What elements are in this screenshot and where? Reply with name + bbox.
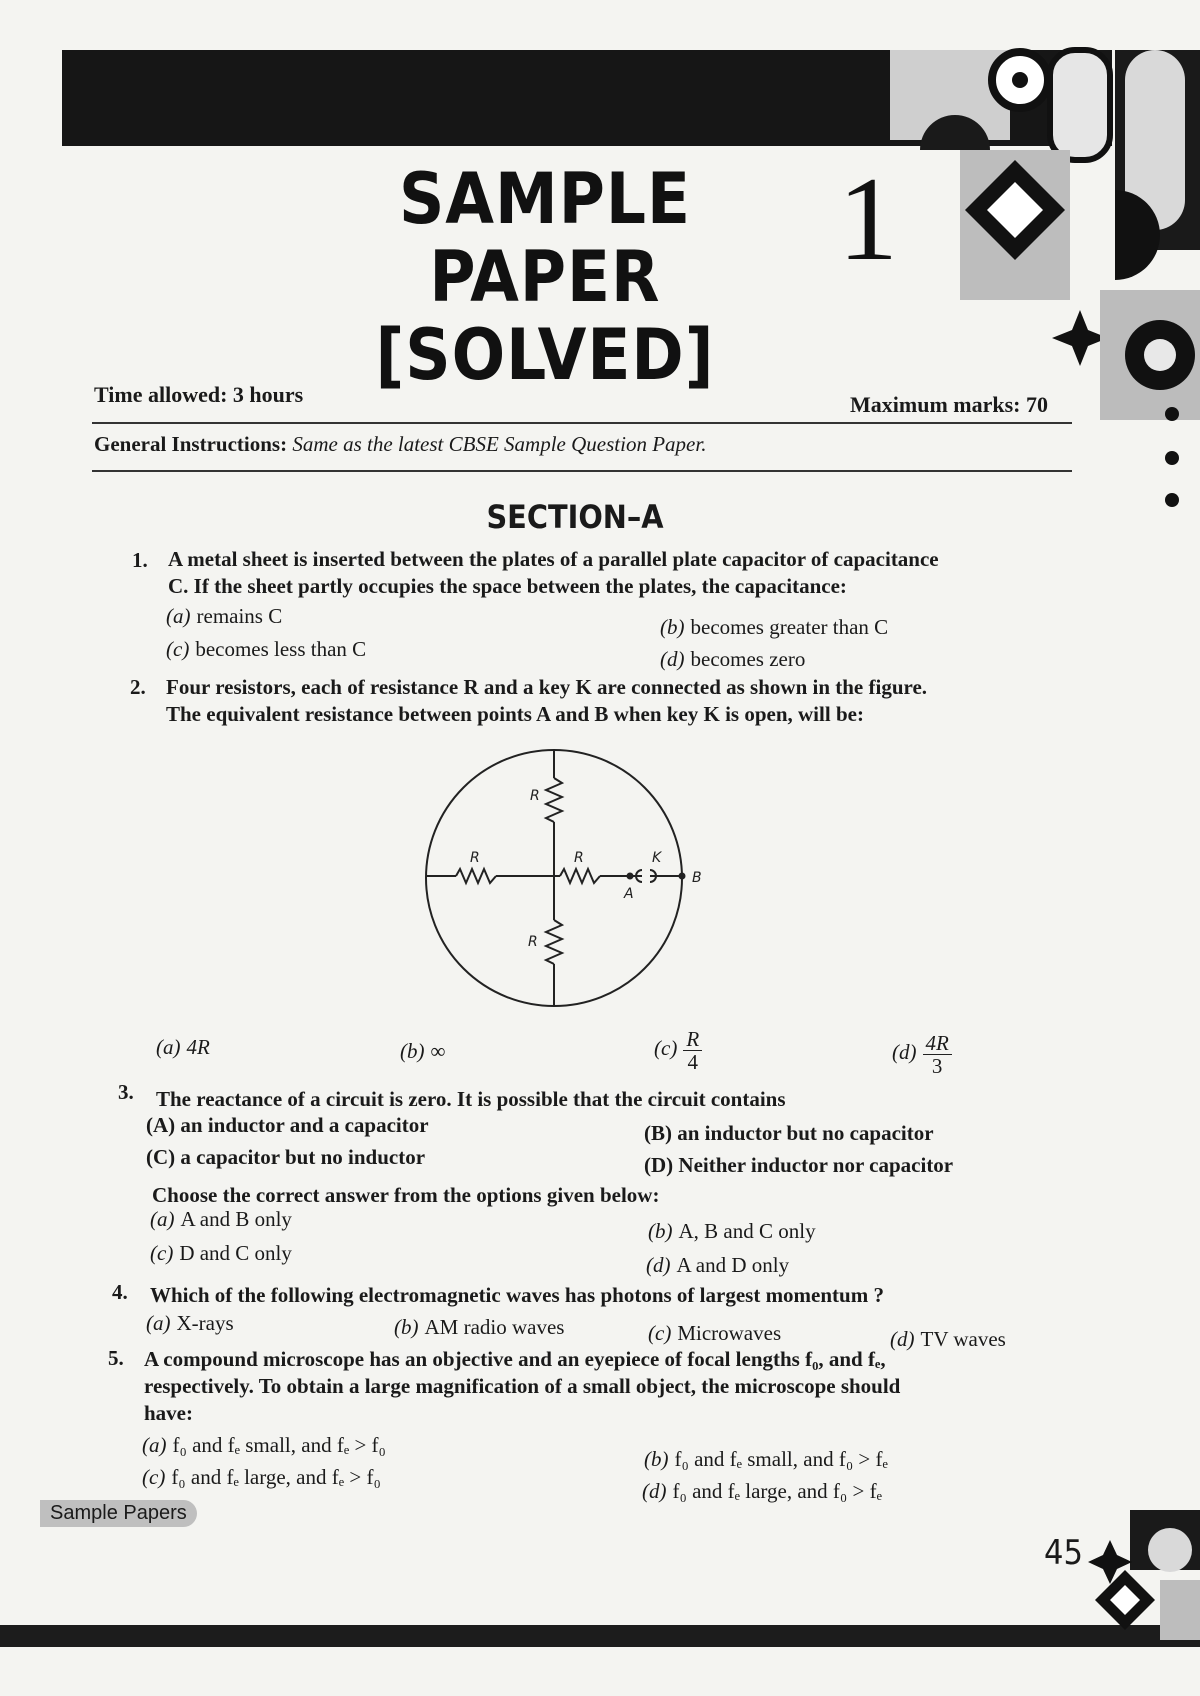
label-r-middle: R <box>574 850 584 866</box>
point-b <box>679 873 686 880</box>
option-text: D and C only <box>179 1241 292 1265</box>
statement-letter: (B) <box>644 1121 672 1145</box>
page-number: 45 <box>1044 1533 1083 1573</box>
side-dots <box>1160 400 1190 510</box>
statement-text: an inductor and a capacitor <box>180 1113 429 1137</box>
option-letter: (d) <box>646 1253 671 1277</box>
fraction <box>923 1032 952 1077</box>
circuit-diagram <box>410 738 710 1018</box>
option <box>654 1028 702 1073</box>
title-line-2: [SOLVED] <box>375 314 715 396</box>
option <box>142 1464 381 1490</box>
option-letter: (a) <box>142 1433 167 1457</box>
question-number: 2. <box>130 675 146 699</box>
time-allowed: Time allowed: 3 hours <box>94 382 304 407</box>
question-line: Four resistors, each of resistance R and a key K are connected as shown in the figure. <box>166 675 928 699</box>
option <box>150 1206 292 1232</box>
option-letter: (c) <box>166 637 190 661</box>
footer-band <box>0 1625 1200 1647</box>
label-r-top: R <box>530 788 540 804</box>
option-letter: (c) <box>654 1036 678 1061</box>
option <box>892 1032 952 1077</box>
fraction-denominator: 3 <box>931 1054 943 1078</box>
question-line: A compound microscope has an objective and an eyepiece of focal lengths f₀, and fₑ, <box>144 1347 886 1371</box>
option <box>394 1314 564 1340</box>
statement <box>644 1120 934 1147</box>
option-text: becomes zero <box>690 647 806 671</box>
question-1-text <box>168 546 1088 600</box>
option-letter: (b) <box>394 1315 419 1339</box>
question-line: have: <box>144 1401 193 1425</box>
choose-instruction: Choose the correct answer from the options given below: <box>152 1183 660 1207</box>
divider <box>92 470 1072 472</box>
question-number: 5. <box>108 1346 124 1370</box>
option-letter: (b) <box>648 1219 673 1243</box>
footer-label: Sample Papers <box>40 1500 197 1527</box>
option-text: f₀ and fₑ large, and f₀ > fₑ <box>672 1479 882 1503</box>
option <box>648 1320 781 1346</box>
option-text: 4R <box>186 1035 210 1059</box>
resistor-bottom <box>546 920 562 964</box>
option-text: AM radio waves <box>424 1315 565 1339</box>
statement-letter: (D) <box>644 1153 674 1177</box>
option <box>400 1038 445 1064</box>
statement <box>146 1144 425 1171</box>
instructions-text: Same as the latest CBSE Sample Question Paper. <box>292 432 707 456</box>
option-letter: (d) <box>642 1479 667 1503</box>
general-instructions <box>94 432 706 457</box>
option-letter: (a) <box>166 604 191 628</box>
option-letter: (b) <box>660 615 685 639</box>
option-letter: (a) <box>150 1207 175 1231</box>
statement-text: Neither inductor nor capacitor <box>678 1153 954 1177</box>
option <box>646 1252 789 1278</box>
option-text: f₀ and fₑ small, and fₑ > f₀ <box>172 1433 386 1457</box>
statement-letter: (C) <box>146 1145 176 1169</box>
option-letter: (c) <box>648 1321 672 1345</box>
question-number: 4. <box>112 1280 128 1304</box>
fraction-numerator: 4R <box>923 1032 952 1055</box>
option-letter: (c) <box>142 1465 166 1489</box>
option-letter: (b) <box>644 1447 669 1471</box>
option <box>142 1432 386 1458</box>
option-text: ∞ <box>430 1039 446 1063</box>
option-letter: (c) <box>150 1241 174 1265</box>
question-4-text: Which of the following electromagnetic waves has photons of largest momentum ? <box>150 1283 884 1307</box>
divider <box>92 422 1072 424</box>
question-line: The equivalent resistance between points A and B when key K is open, will be: <box>166 702 864 726</box>
label-point-a: A <box>624 886 634 902</box>
option-letter: (d) <box>892 1040 917 1065</box>
resistor-middle <box>560 869 600 883</box>
option-text: becomes less than C <box>195 637 367 661</box>
option-letter: (a) <box>146 1311 171 1335</box>
statement-text: a capacitor but no inductor <box>180 1145 426 1169</box>
option-letter: (a) <box>156 1035 181 1059</box>
question-line: respectively. To obtain a large magnification of a small object, the microscope should <box>144 1374 901 1398</box>
option-text: A, B and C only <box>678 1219 816 1243</box>
resistor-left <box>456 869 496 883</box>
option-letter: (d) <box>890 1327 915 1351</box>
statement-letter: (A) <box>146 1113 176 1137</box>
question-5-text <box>144 1346 1089 1427</box>
option <box>648 1218 816 1244</box>
fraction-numerator: R <box>683 1028 702 1051</box>
label-point-b: B <box>692 870 702 886</box>
question-line: A metal sheet is inserted between the plates of a parallel plate capacitor of capacitance <box>168 547 939 571</box>
resistor-top <box>546 778 562 822</box>
statement-text: an inductor but no capacitor <box>677 1121 934 1145</box>
option <box>644 1446 888 1472</box>
option-text: A and B only <box>180 1207 292 1231</box>
question-number: 1. <box>132 548 148 572</box>
footer-decoration <box>1070 1510 1200 1640</box>
option-text: A and D only <box>676 1253 790 1277</box>
instructions-label: General Instructions: <box>94 432 288 456</box>
option <box>146 1310 234 1336</box>
question-line: C. If the sheet partly occupies the space between the plates, the capacitance: <box>168 574 847 598</box>
paper-title <box>330 160 760 394</box>
option-text: Microwaves <box>677 1321 782 1345</box>
option <box>660 646 805 672</box>
question-number: 3. <box>118 1080 134 1104</box>
maximum-marks: Maximum marks: 70 <box>850 392 1048 417</box>
section-title: SECTION–A <box>486 498 664 536</box>
option-text: X-rays <box>176 1311 234 1335</box>
fraction-denominator: 4 <box>687 1050 698 1074</box>
question-2-text <box>166 674 1086 728</box>
label-r-left: R <box>470 850 480 866</box>
label-r-bottom: R <box>528 934 538 950</box>
option-letter: (b) <box>400 1039 425 1063</box>
option-text: TV waves <box>920 1327 1006 1351</box>
option <box>150 1240 292 1266</box>
title-line-1: SAMPLE PAPER <box>398 158 692 318</box>
header-decoration <box>860 40 1200 420</box>
question-3-text: The reactance of a circuit is zero. It is possible that the circuit contains <box>156 1087 786 1111</box>
option <box>660 614 888 640</box>
option <box>166 603 282 629</box>
paper-number: 1 <box>838 152 898 285</box>
option <box>166 636 366 662</box>
option-text: f₀ and fₑ large, and fₑ > f₀ <box>171 1465 381 1489</box>
option-text: f₀ and fₑ small, and f₀ > fₑ <box>674 1447 888 1471</box>
statement <box>644 1152 953 1179</box>
option-letter: (d) <box>660 647 685 671</box>
option <box>642 1478 882 1504</box>
option-text: remains C <box>196 604 283 628</box>
option <box>156 1034 210 1060</box>
statement <box>146 1112 429 1139</box>
fraction <box>683 1028 702 1073</box>
option-text: becomes greater than C <box>690 615 889 639</box>
label-key: K <box>652 850 662 866</box>
